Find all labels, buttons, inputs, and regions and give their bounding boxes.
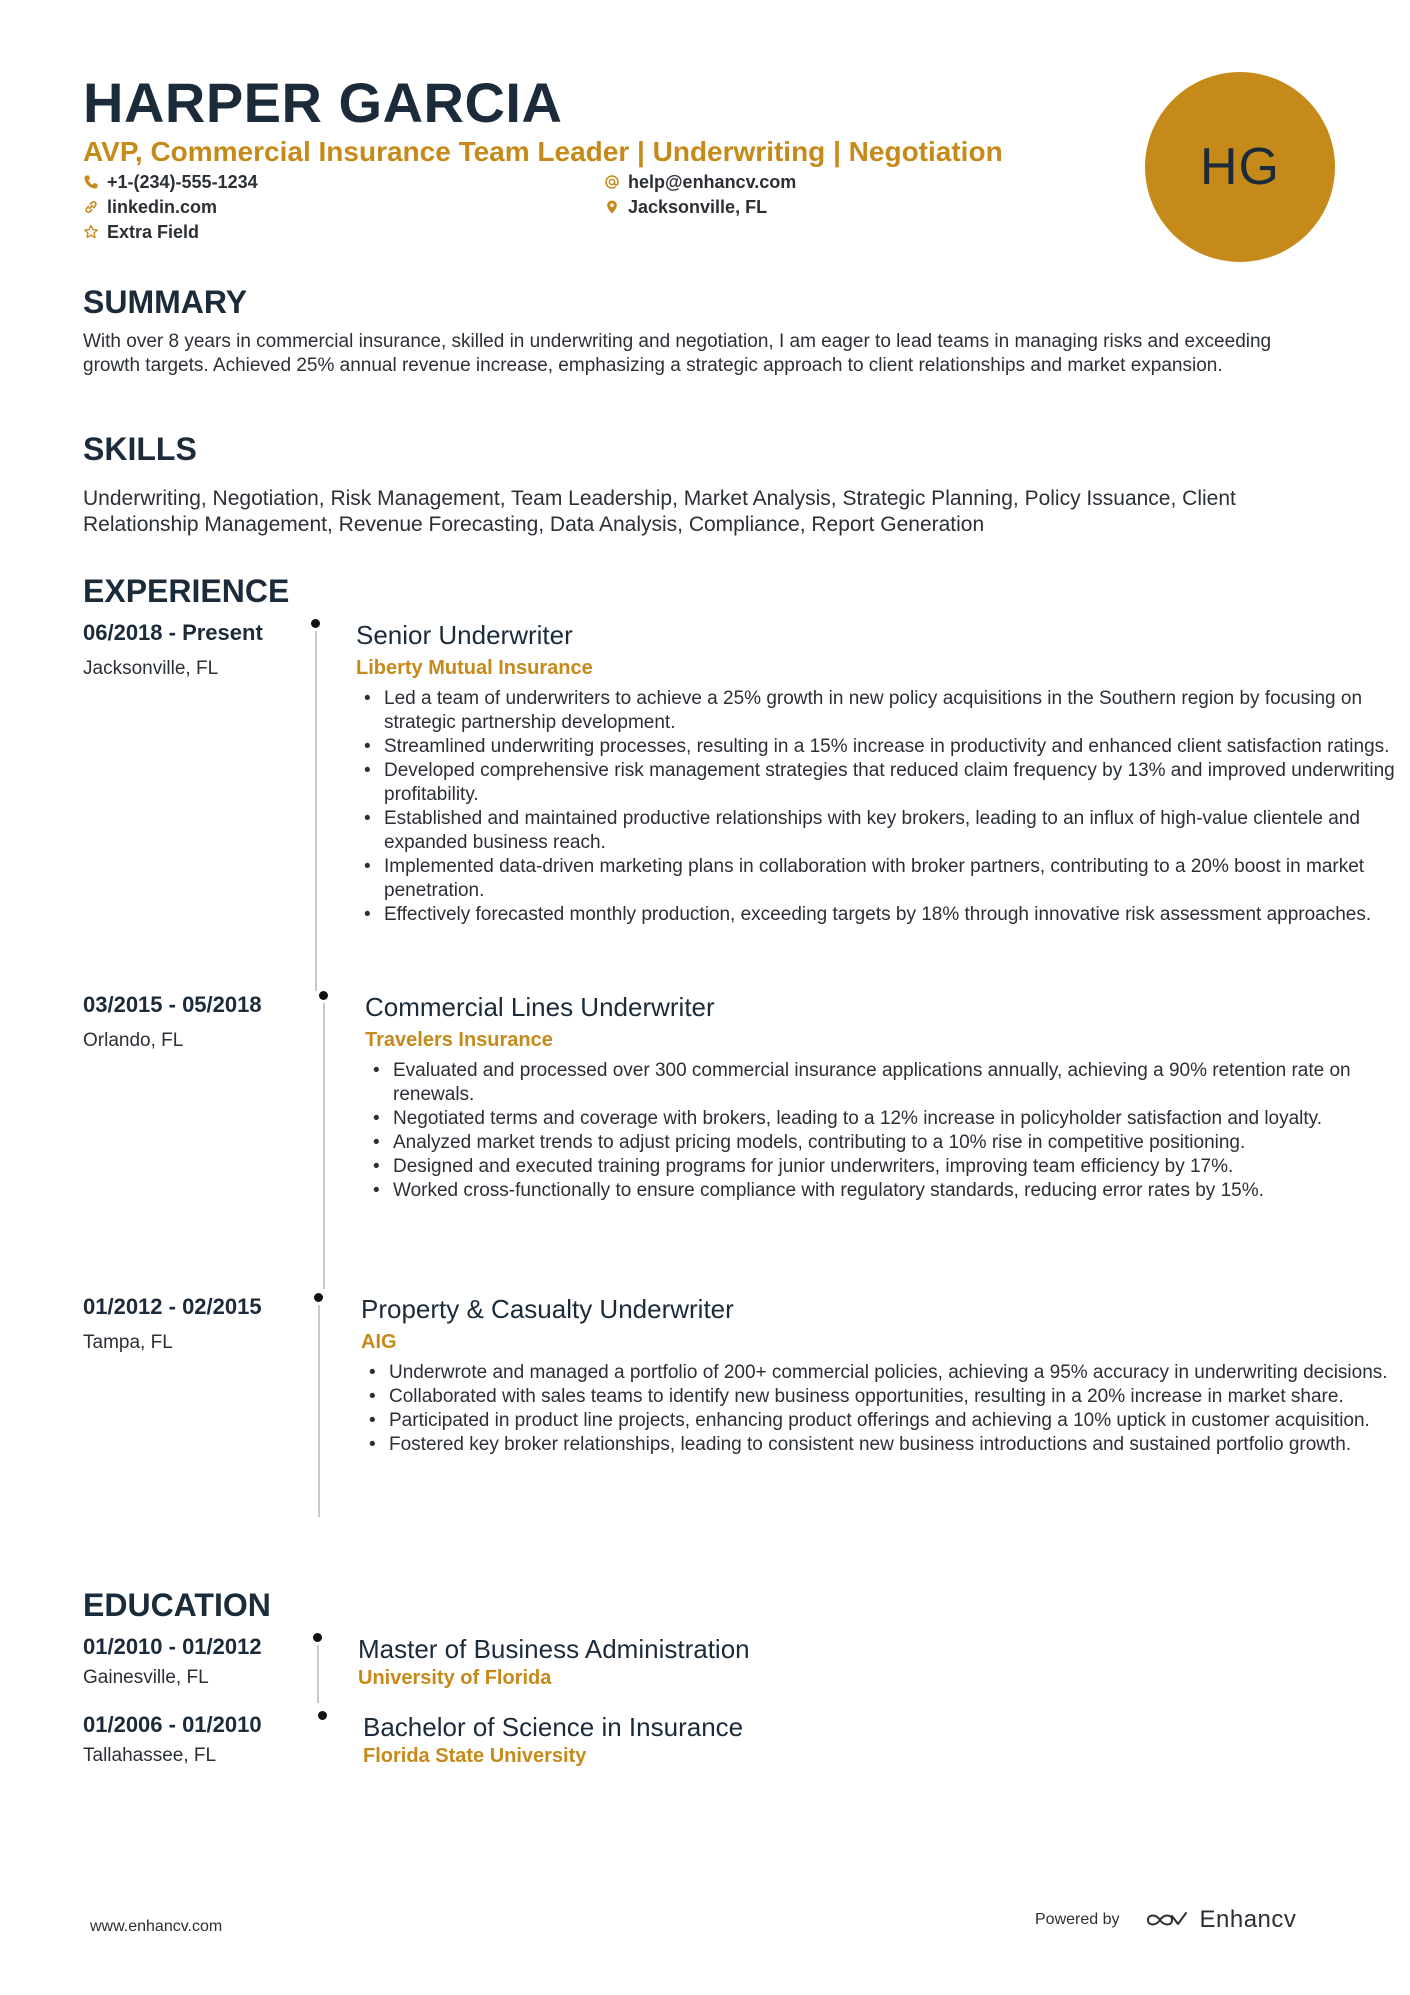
entry-company: Travelers Insurance — [365, 1029, 553, 1051]
candidate-name: HARPER GARCIA — [83, 71, 563, 134]
avatar-initials: HG — [1200, 138, 1280, 196]
list-item: • Effectively forecasted monthly production, exceeding targets by 18% through innovative risk assessment approaches. — [356, 903, 1410, 927]
list-item: • Analyzed market trends to adjust pricing models, contributing to a 10% rise in competitive positioning. — [365, 1131, 1410, 1155]
list-item: • Worked cross-functionally to ensure compliance with regulatory standards, reducing error rates by 15%. — [365, 1179, 1410, 1203]
contact-location — [604, 195, 767, 219]
skills-title: SKILLS — [83, 431, 197, 467]
email-text[interactable]: help@enhancv.com — [628, 172, 797, 192]
enhancv-logo-icon — [1144, 1908, 1190, 1932]
experience-entry — [83, 991, 1351, 1291]
list-item: • Participated in product line projects, enhancing product offerings and achieving a 10% uptick in customer acquisition. — [361, 1409, 1410, 1433]
entry-degree: Master of Business Administration — [358, 1634, 750, 1664]
timeline-line — [318, 1305, 320, 1517]
phone-icon — [83, 174, 99, 190]
entry-role: Senior Underwriter — [356, 620, 573, 650]
entry-role: Commercial Lines Underwriter — [365, 992, 715, 1022]
list-item: • Led a team of underwriters to achieve a 25% growth in new policy acquisitions in the Southern region by focusing on strategic partnership development. — [356, 687, 1410, 735]
entry-date: 01/2010 - 01/2012 — [83, 1634, 262, 1659]
entry-school: University of Florida — [358, 1667, 552, 1689]
extra-field-text: Extra Field — [107, 222, 200, 242]
linkedin-text[interactable]: linkedin.com — [107, 197, 218, 217]
list-item: • Fostered key broker relationships, leading to consistent new business introductions and sustained portfolio growth. — [361, 1433, 1410, 1457]
entry-location: Gainesville, FL — [83, 1667, 209, 1688]
summary-text: With over 8 years in commercial insurance, skilled in underwriting and negotiation, I am eager to lead teams in managing risks and exceeding growth targets. Achieved 25% annual revenue increase, emphasizing a strategic approach to client relationships and market expansion. — [83, 331, 1272, 376]
timeline-dot — [311, 619, 320, 628]
education-entry — [83, 1633, 1333, 1708]
entry-date: 06/2018 - Present — [83, 620, 263, 645]
list-item: • Collaborated with sales teams to identify new business opportunities, resulting in a 20% increase in market share. — [361, 1385, 1410, 1409]
experience-entry — [83, 619, 1395, 989]
education-title: EDUCATION — [83, 1587, 271, 1623]
list-item: • Streamlined underwriting processes, resulting in a 15% increase in productivity and enhanced client satisfaction ratings. — [356, 735, 1410, 759]
list-item: • Negotiated terms and coverage with brokers, leading to a 12% increase in policyholder satisfaction and loyalty. — [365, 1107, 1410, 1131]
education-entry — [83, 1711, 1333, 1786]
contact-phone — [83, 170, 258, 194]
phone-text: +1-(234)-555-1234 — [107, 172, 258, 192]
timeline-dot — [314, 1293, 323, 1302]
entry-location: Orlando, FL — [83, 1030, 184, 1051]
timeline-dot — [319, 991, 328, 1000]
experience-entry — [83, 1293, 1388, 1563]
summary-title: SUMMARY — [83, 284, 248, 320]
list-item: • Implemented data-driven marketing plans in collaboration with broker partners, contributing to a 20% boost in market penetration. — [356, 855, 1410, 903]
timeline-dot — [313, 1633, 322, 1642]
star-icon — [83, 224, 99, 240]
entry-date: 01/2006 - 01/2010 — [83, 1712, 262, 1737]
candidate-headline: AVP, Commercial Insurance Team Leader | Underwriting | Negotiation — [83, 136, 1003, 167]
entry-school: Florida State University — [363, 1745, 587, 1767]
entry-company: Liberty Mutual Insurance — [356, 657, 593, 679]
link-icon — [83, 199, 99, 215]
entry-company: AIG — [361, 1331, 397, 1353]
list-item: • Evaluated and processed over 300 commercial insurance applications annually, achieving a 90% retention rate on renewals. — [365, 1059, 1410, 1107]
enhancv-logo-text[interactable]: Enhancv — [1199, 1906, 1297, 1933]
entry-bullets — [361, 1361, 1410, 1457]
contact-extra — [83, 220, 199, 244]
list-item: • Developed comprehensive risk management strategies that reduced claim frequency by 13% and improved underwriting profitability. — [356, 759, 1410, 807]
entry-bullets — [365, 1059, 1410, 1203]
entry-date: 01/2012 - 02/2015 — [83, 1294, 262, 1319]
contact-linkedin[interactable] — [83, 195, 217, 219]
avatar — [1145, 72, 1335, 262]
experience-title: EXPERIENCE — [83, 573, 290, 609]
entry-degree: Bachelor of Science in Insurance — [363, 1712, 744, 1742]
timeline-line — [315, 631, 317, 991]
entry-location: Tallahassee, FL — [83, 1745, 217, 1766]
entry-location: Jacksonville, FL — [83, 658, 219, 679]
contact-email[interactable] — [604, 170, 796, 194]
entry-date: 03/2015 - 05/2018 — [83, 992, 262, 1017]
powered-by-text: Powered by — [1035, 1911, 1120, 1928]
footer-branding — [1035, 1906, 1296, 1934]
timeline-line — [317, 1645, 319, 1703]
list-item: • Designed and executed training programs for junior underwriters, improving team efficiency by 17%. — [365, 1155, 1410, 1179]
location-pin-icon — [604, 199, 620, 215]
location-text: Jacksonville, FL — [628, 197, 768, 217]
entry-location: Tampa, FL — [83, 1332, 173, 1353]
entry-bullets — [356, 687, 1410, 927]
list-item: • Established and maintained productive relationships with key brokers, leading to an influx of high-value clientele and expanded business reach. — [356, 807, 1410, 855]
at-icon — [604, 174, 620, 190]
timeline-dot — [318, 1711, 327, 1720]
skills-text: Underwriting, Negotiation, Risk Management, Team Leadership, Market Analysis, Strategic Planning, Policy Issuance, Client Relationship Management, Revenue Forecasting, Data Analysis, Compliance, Report Generation — [83, 487, 1236, 536]
list-item: • Underwrote and managed a portfolio of 200+ commercial policies, achieving a 95% accuracy in underwriting decisions. — [361, 1361, 1410, 1385]
timeline-line — [323, 1003, 325, 1289]
footer-website[interactable]: www.enhancv.com — [90, 1918, 223, 1935]
entry-role: Property & Casualty Underwriter — [361, 1294, 734, 1324]
